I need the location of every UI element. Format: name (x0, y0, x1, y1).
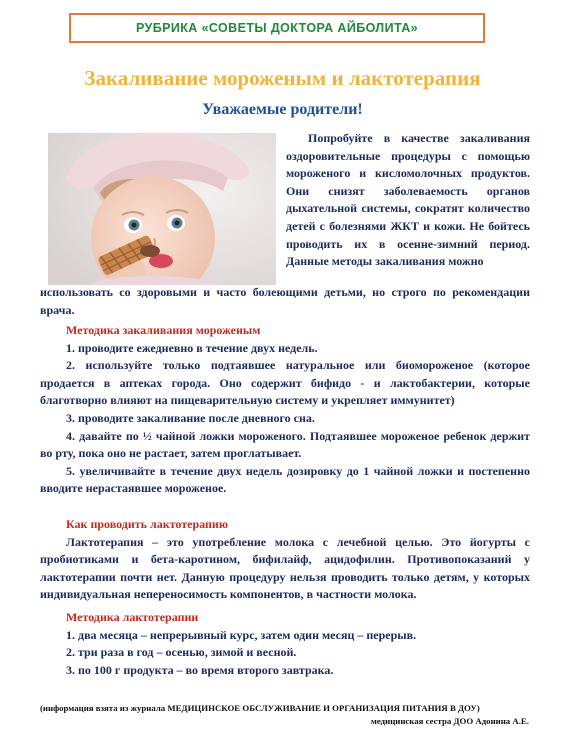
lactotherapy-method-heading: Методика лактотерапии (66, 610, 199, 624)
author-note: медицинская сестра ДОО Адонина А.Е. (370, 716, 529, 726)
ice-cream-heading: Методика закаливания мороженым (66, 323, 261, 337)
ice-cream-item: 1. проводите ежедневно в течение двух недель. (66, 340, 318, 355)
article-title: Закаливание мороженым и лактотерапия (84, 66, 481, 90)
lactotherapy-method-section (40, 609, 530, 679)
lactotherapy-method-item: 1. два месяца – непрерывный курс, затем один месяц – перерыв. (66, 627, 417, 642)
lactotherapy-heading: Как проводить лактотерапию (66, 517, 228, 531)
rubric-banner (69, 13, 485, 43)
ice-cream-item: 2. используйте только подтаявшее натуральное или биомороженое (которое продается в аптеках города. Оно содержит бифидо - и лактобактерии, которые благотворно влияют на пищеварительную систему и укрепляет иммунитет) (40, 358, 530, 408)
rubric-label: РУБРИКА «СОВЕТЫ ДОКТОРА АЙБОЛИТА» (135, 21, 419, 35)
ice-cream-section (40, 322, 530, 498)
source-note: (информация взята из журнала МЕДИЦИНСКОЕ ОБСЛУЖИВАНИЕ И ОРГАНИЗАЦИЯ ПИТАНИЯ В ДОУ) (40, 703, 480, 713)
ice-cream-item: 3. проводите закаливание после дневного сна. (66, 410, 315, 425)
lactotherapy-section (40, 516, 530, 604)
lactotherapy-method-item: 2. три раза в год – осенью, зимой и весной. (66, 645, 297, 660)
ice-cream-item: 5. увеличивайте в течение двух недель дозировку до 1 чайной ложки и постепенно вводите нерастаявшее мороженое. (40, 463, 530, 496)
lactotherapy-text: Лактотерапия – это употребление молока с лечебной целью. Это йогурты с пробиотиками и бета-каротином, бифилайф, ацидофилин. Противопоказаний у лактотерапии почти нет. Данную процедуру нельзя проводить только детям, у которых индивидуальная непереносимость компонентов, в частности молока. (40, 534, 530, 602)
greeting: Уважаемые родители! (202, 101, 363, 118)
lactotherapy-method-item: 3. по 100 г продукта – во время второго завтрака. (66, 662, 334, 677)
child-eating-ice-cream-photo (48, 133, 276, 285)
intro-paragraph-continued: использовать со здоровыми и часто болеющими детьми, но строго по рекомендации врача. (40, 285, 530, 317)
intro-paragraph: Попробуйте в качестве закаливания оздоровительные процедуры с помощью мороженого и кисломолочных продуктов. Они снизят заболеваемость органов дыхательной системы, сократят количество детей с болезнями ЖКТ и кожи. Не бойтесь проводить их в осенне-зимний период. Данные методы закаливания можно (286, 131, 530, 269)
ice-cream-item: 4. давайте по ½ чайной ложки мороженого. Подтаявшее мороженое ребенок держит во рту, пока оно не растает, затем проглатывает. (40, 428, 530, 461)
